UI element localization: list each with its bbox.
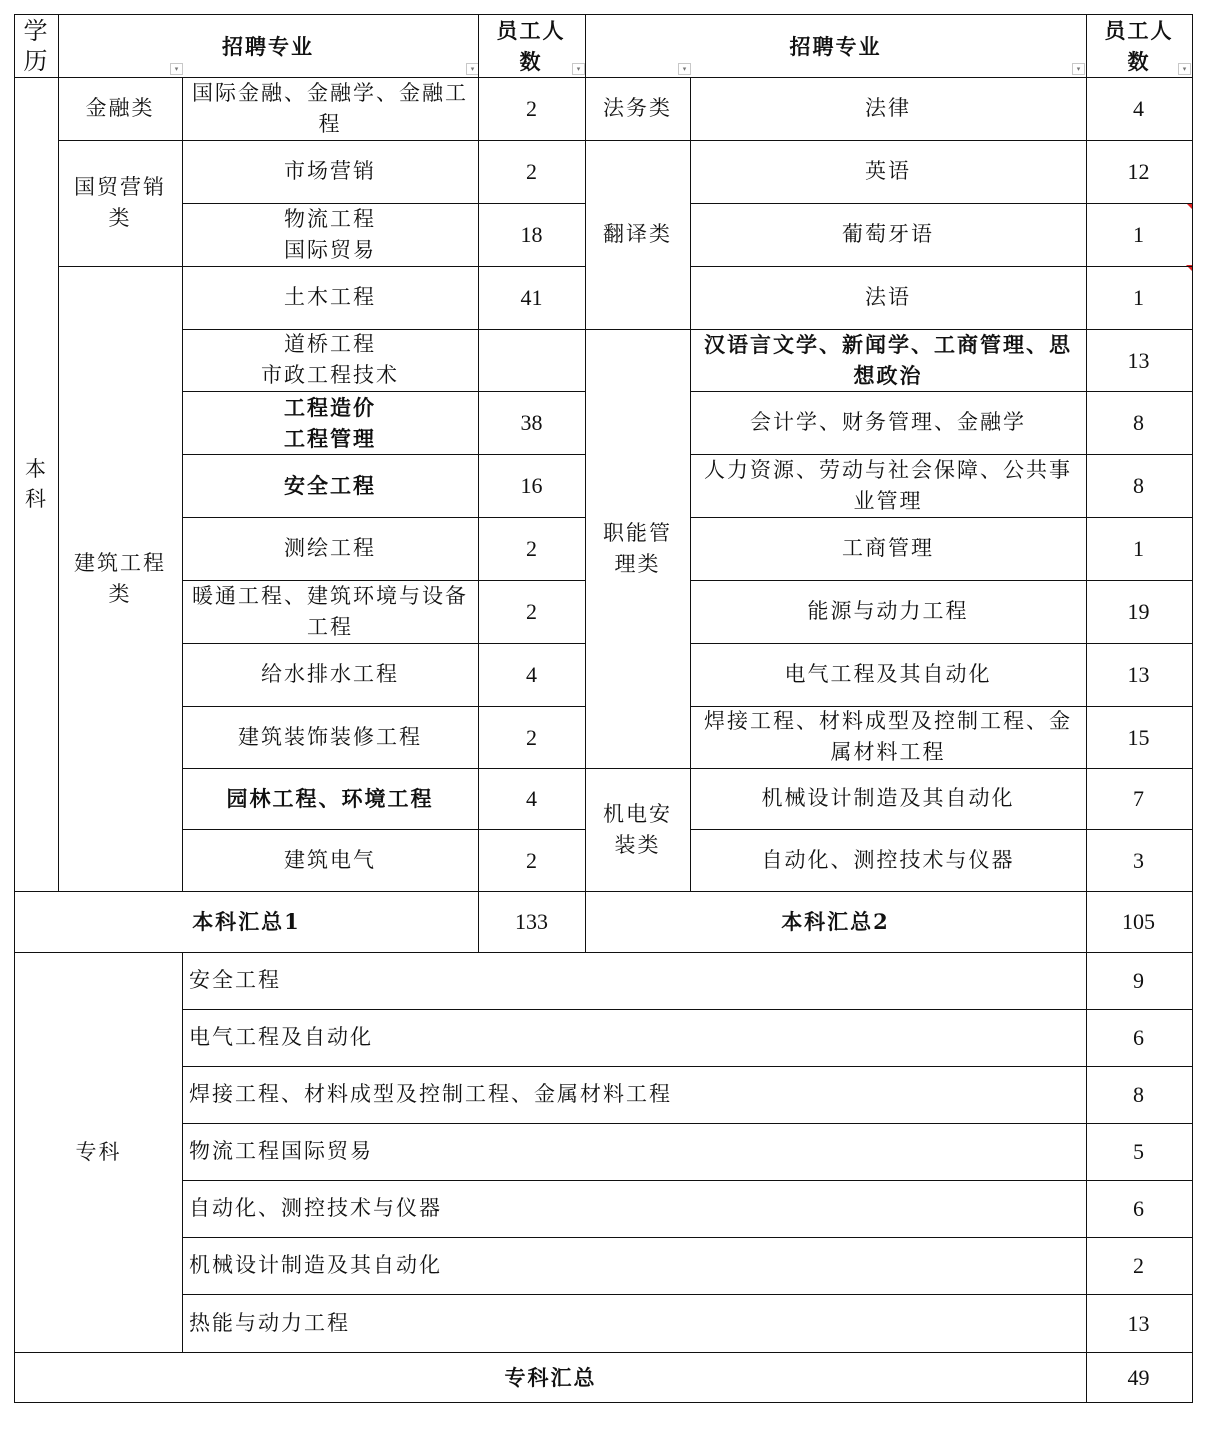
college-count-cell: 9 [1133, 968, 1144, 993]
right-major-cell: 会计学、财务管理、金融学 [750, 410, 1026, 434]
right-major-cell: 法语 [865, 285, 911, 309]
grid-line [585, 768, 691, 769]
grid-line [182, 329, 586, 330]
left-major-cell: 国际金融、金融学、金融工程 [192, 80, 468, 136]
right-count-cell: 1 [1133, 222, 1144, 247]
left-count-cell: 41 [520, 285, 543, 310]
right-count-cell: 4 [1133, 96, 1144, 121]
grid-line [182, 580, 586, 581]
grid-line [182, 1180, 1193, 1181]
college-label: 专科 [75, 1139, 122, 1164]
right-count-cell: 19 [1127, 599, 1150, 624]
right-count-cell: 3 [1133, 847, 1144, 873]
right-major-cell: 葡萄牙语 [842, 222, 934, 246]
right-count-cell: 7 [1133, 786, 1144, 811]
grid-line [182, 77, 183, 892]
grid-line [14, 14, 1193, 15]
grid-line [14, 77, 1193, 78]
grid-line [182, 140, 586, 141]
college-count-cell: 8 [1133, 1082, 1144, 1107]
grid-line [690, 706, 1193, 707]
left-count-cell: 16 [520, 473, 543, 498]
grid-line [690, 77, 691, 892]
bachelor-total1-label: 本科汇总1 [192, 909, 301, 934]
grid-line [690, 580, 1193, 581]
right-major-cell: 焊接工程、材料成型及控制工程、金属材料工程 [704, 709, 1072, 764]
grid-line [14, 952, 1193, 953]
right-major-cell: 人力资源、劳动与社会保障、公共事业管理 [704, 457, 1072, 513]
left-count-cell: 18 [520, 222, 543, 247]
grid-line [182, 952, 183, 1353]
left-major-cell: 安全工程 [284, 473, 376, 498]
college-total-label: 专科汇总 [504, 1364, 597, 1390]
left-major-cell: 市场营销 [284, 159, 376, 183]
right-major-cell: 工商管理 [842, 536, 934, 560]
grid-line [58, 14, 59, 892]
grid-line [14, 1402, 1193, 1403]
left-count-cell: 2 [526, 536, 537, 561]
grid-line [690, 391, 1193, 392]
left-count-cell: 38 [520, 410, 543, 435]
right-major-cell: 机械设计制造及其自动化 [761, 786, 1015, 810]
left-major-cell: 工程造价 工程管理 [284, 394, 376, 451]
grid-line [690, 454, 1193, 455]
grid-line [182, 643, 586, 644]
left-count-cell: 2 [526, 599, 537, 624]
college-major-cell: 焊接工程、材料成型及控制工程、金属材料工程 [189, 1082, 672, 1106]
filter-dropdown-icon[interactable]: ▾ [1178, 63, 1191, 75]
filter-dropdown-icon[interactable]: ▾ [466, 63, 479, 75]
right-major-cell: 法律 [865, 96, 911, 120]
grid-line [182, 1123, 1193, 1124]
college-major-cell: 物流工程国际贸易 [189, 1139, 373, 1163]
right-count-cell: 13 [1127, 347, 1150, 373]
header-major-right: 招聘专业 [789, 33, 882, 59]
grid-line [58, 266, 183, 267]
left-major-cell: 物流工程 国际贸易 [284, 206, 376, 262]
grid-line [14, 1352, 1193, 1353]
category-right: 机电安装类 [603, 801, 672, 857]
right-count-cell: 8 [1133, 473, 1144, 498]
grid-line [690, 140, 1193, 141]
grid-line [690, 203, 1193, 204]
grid-line [690, 829, 1193, 830]
category-left: 国贸营销类 [74, 175, 166, 230]
grid-line [478, 14, 479, 953]
grid-line [182, 829, 586, 830]
filter-dropdown-icon[interactable]: ▾ [1072, 63, 1085, 75]
college-total-value: 49 [1127, 1364, 1150, 1390]
college-count-cell: 2 [1133, 1253, 1144, 1278]
college-major-cell: 机械设计制造及其自动化 [189, 1253, 442, 1277]
header-count-right: 员工人数 [1104, 18, 1174, 74]
right-count-cell: 12 [1127, 159, 1150, 184]
category-right: 职能管理类 [603, 520, 672, 576]
college-major-cell: 热能与动力工程 [189, 1310, 350, 1335]
right-count-cell: 15 [1127, 724, 1150, 750]
right-count-cell: 1 [1133, 536, 1144, 561]
left-count-cell: 2 [526, 96, 537, 121]
right-major-cell: 汉语言文学、新闻学、工商管理、思想政治 [704, 332, 1072, 388]
left-count-cell: 4 [526, 786, 537, 811]
left-count-cell: 2 [526, 159, 537, 184]
left-major-cell: 道桥工程 市政工程技术 [261, 332, 399, 387]
header-count-left: 员工人数 [496, 18, 566, 74]
category-left: 金融类 [85, 96, 155, 120]
right-count-cell: 13 [1127, 662, 1150, 687]
left-count-cell: 2 [526, 847, 537, 873]
right-major-cell: 能源与动力工程 [807, 599, 969, 623]
grid-line [182, 517, 586, 518]
left-count-cell: 4 [526, 662, 537, 687]
category-right: 法务类 [603, 96, 672, 120]
header-major-left: 招聘专业 [222, 33, 314, 59]
grid-line [182, 1066, 1193, 1067]
left-count-cell: 2 [526, 724, 537, 750]
left-major-cell: 建筑电气 [284, 847, 376, 872]
grid-line [690, 768, 1193, 769]
filter-dropdown-icon[interactable]: ▾ [170, 63, 183, 75]
grid-line [182, 391, 586, 392]
grid-line [585, 14, 586, 953]
grid-line [182, 706, 586, 707]
grid-line [182, 266, 586, 267]
header-education: 学历 [23, 17, 50, 75]
grid-line [690, 517, 1193, 518]
left-major-cell: 给水排水工程 [261, 662, 399, 686]
grid-line [58, 140, 183, 141]
grid-line [690, 643, 1193, 644]
grid-line [585, 329, 691, 330]
bachelor-total2-label: 本科汇总2 [781, 909, 890, 934]
grid-line [182, 768, 586, 769]
grid-line [14, 14, 15, 1403]
filter-dropdown-icon[interactable]: ▾ [678, 63, 691, 75]
college-major-cell: 自动化、测控技术与仪器 [189, 1196, 442, 1220]
left-major-cell: 建筑装饰装修工程 [238, 724, 422, 749]
bachelor-label: 本科 [25, 457, 48, 511]
grid-line [182, 1237, 1193, 1238]
category-left: 建筑工程类 [74, 550, 166, 606]
grid-line [690, 329, 1193, 330]
grid-line [182, 1009, 1193, 1010]
right-major-cell: 电气工程及其自动化 [784, 662, 992, 686]
college-count-cell: 5 [1133, 1139, 1144, 1164]
filter-dropdown-icon[interactable]: ▾ [572, 63, 585, 75]
grid-line [585, 140, 691, 141]
right-major-cell: 自动化、测控技术与仪器 [761, 847, 1015, 872]
left-major-cell: 暖通工程、建筑环境与设备工程 [192, 583, 468, 639]
college-major-cell: 电气工程及自动化 [189, 1025, 373, 1049]
right-count-cell: 8 [1133, 410, 1144, 435]
grid-line [182, 203, 586, 204]
left-major-cell: 测绘工程 [284, 536, 376, 560]
left-major-cell: 园林工程、环境工程 [226, 786, 434, 811]
grid-line [182, 1294, 1193, 1295]
grid-line [690, 266, 1193, 267]
bachelor-total2-value: 105 [1122, 909, 1155, 934]
category-right: 翻译类 [603, 222, 672, 246]
college-count-cell: 6 [1133, 1196, 1144, 1221]
grid-line [14, 891, 1193, 892]
grid-line [1086, 14, 1087, 1403]
right-count-cell: 1 [1133, 285, 1144, 310]
grid-line [182, 454, 586, 455]
left-major-cell: 土木工程 [284, 285, 376, 309]
college-major-cell: 安全工程 [189, 968, 281, 992]
grid-line [1192, 14, 1193, 1403]
right-major-cell: 英语 [865, 159, 911, 183]
bachelor-total1-value: 133 [515, 909, 548, 934]
college-count-cell: 6 [1133, 1025, 1144, 1050]
college-count-cell: 13 [1127, 1310, 1150, 1336]
